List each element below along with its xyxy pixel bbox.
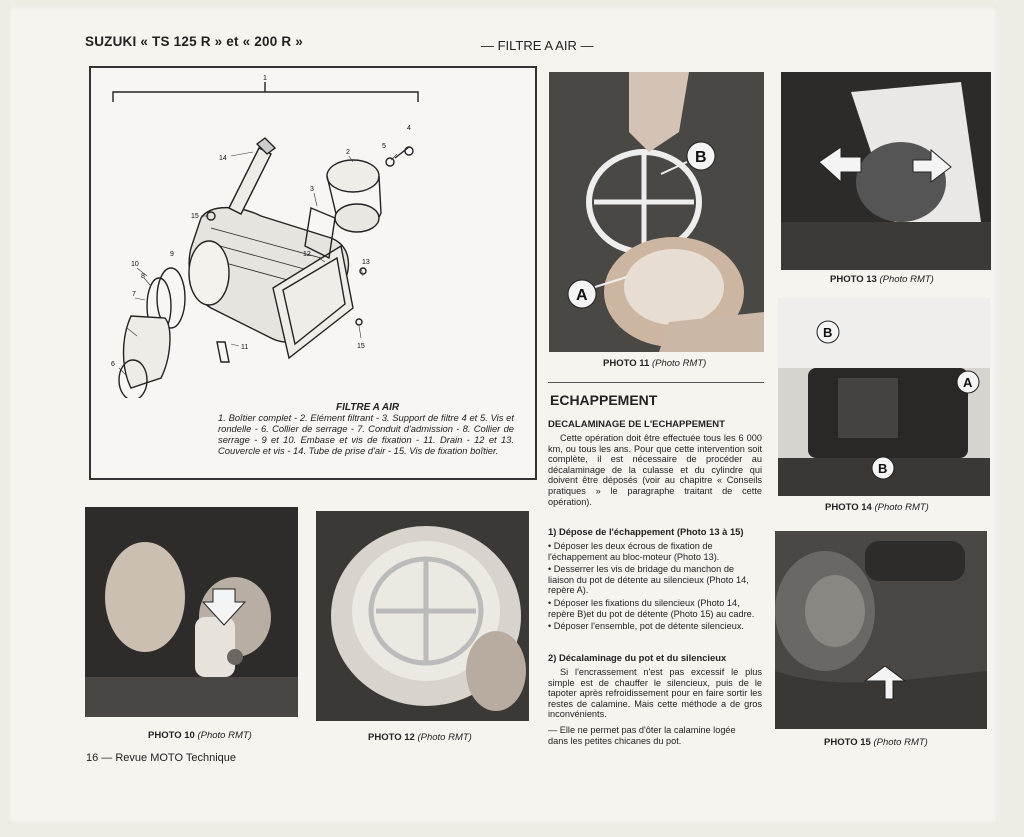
step1-item: • Déposer les fixations du silencieux (Photo 14, repère B)et du pot de détente (Photo 15) au cadre. [548,598,755,619]
photo-14-mark-b-bottom: B [878,461,888,476]
step1-title: 1) Dépose de l'échappement (Photo 13 à 15) [548,526,744,537]
step2-note: — Elle ne permet pas d'ôter la calamine logée dans les petites chicanes du pot. [548,725,736,746]
page-header-model: SUZUKI « TS 125 R » et « 200 R » [85,34,303,49]
step2-title: 2) Décalaminage du pot et du silencieux [548,652,727,663]
photo-15 [775,531,987,729]
callout-11: 11 [241,344,249,351]
air-filter-exploded-diagram [91,68,535,398]
bracket-line [113,92,418,102]
photo-12-caption: PHOTO 12 (Photo RMT) [368,732,472,743]
photo-14-mark-a: A [963,375,973,390]
callout-8: 8 [141,273,145,280]
callout-13: 13 [362,259,370,266]
callout-6: 6 [111,361,115,368]
diagram-title: FILTRE A AIR [336,402,400,413]
callout-3: 3 [310,186,314,193]
photo-15-caption: PHOTO 15 (Photo RMT) [824,737,928,748]
photo-14 [778,298,990,496]
subsection-title: DECALAMINAGE DE L'ECHAPPEMENT [548,419,725,430]
callout-1: 1 [263,75,267,82]
callout-5: 5 [382,143,386,150]
step2-paragraph: Si l'encrassement n'est pas excessif le plus simple est de chauffer le silencieux, puis de le tapoter après refroidissement pour en faire sortir les restes de calamine. Mais cette méthode a de gros inconvénients. [548,667,762,720]
photo-13 [781,72,991,270]
photo-11-caption: PHOTO 11 (Photo RMT) [603,358,707,369]
photo-12 [316,511,529,721]
intro-paragraph: Cette opération doit être effectuée tous les 6 000 km, ou tous les ans. Pour que cette intervention soit complète, il est nécessaire de procéder au décalaminage de la culasse et du cylindre qui doivent être déposés (voir au chapitre « Conseils pratiques » le paragraphe traitant de cette opération). [548,433,762,507]
photo-11-mark-a: A [576,287,588,304]
photo-11-mark-b: B [695,149,707,166]
callout-9: 9 [170,251,174,258]
callout-15a: 15 [191,213,199,220]
article-divider [548,382,764,383]
callout-14: 14 [219,155,227,162]
callout-7: 7 [132,291,136,298]
photo-14-caption: PHOTO 14 (Photo RMT) [825,502,929,513]
photo-10 [85,507,298,717]
callout-12: 12 [303,251,311,258]
step1-item: • Déposer l'ensemble, pot de détente silencieux. [548,621,744,631]
photo-10-caption: PHOTO 10 (Photo RMT) [148,730,252,741]
diagram-legend: 1. Boîtier complet - 2. Elément filtrant - 3. Support de filtre 4 et 5. Vis et rondelle - 6. Collier de serrage - 7. Conduit d'admission - 8. Collier de serrage - 9 et 10. Embase et vis de fixation - 11. Drain - 12 et 13. Couvercle et vis - 14. Tube de prise d'air - 15. Vis de fixation boîtier. [218,412,514,456]
section-title: ECHAPPEMENT [550,392,658,408]
callout-2: 2 [346,149,350,156]
photo-14-mark-b-top: B [823,325,833,340]
callout-15b: 15 [357,343,365,350]
callout-10: 10 [131,261,139,268]
callout-4: 4 [407,125,411,132]
step1-item: • Desserrer les vis de bridage du manchon de liaison du pot de détente au silencieux (Photo 14, repère A). [548,564,749,596]
photo-11 [549,72,764,352]
photo-13-caption: PHOTO 13 (Photo RMT) [830,274,934,285]
page-header-section: — FILTRE A AIR — [481,38,594,53]
arrow-icon [819,147,861,182]
step1-item: • Déposer les deux écrous de fixation de l'échappement au bloc-moteur (Photo 13). [548,541,720,562]
page-footer: 16 — Revue MOTO Technique [86,752,237,764]
